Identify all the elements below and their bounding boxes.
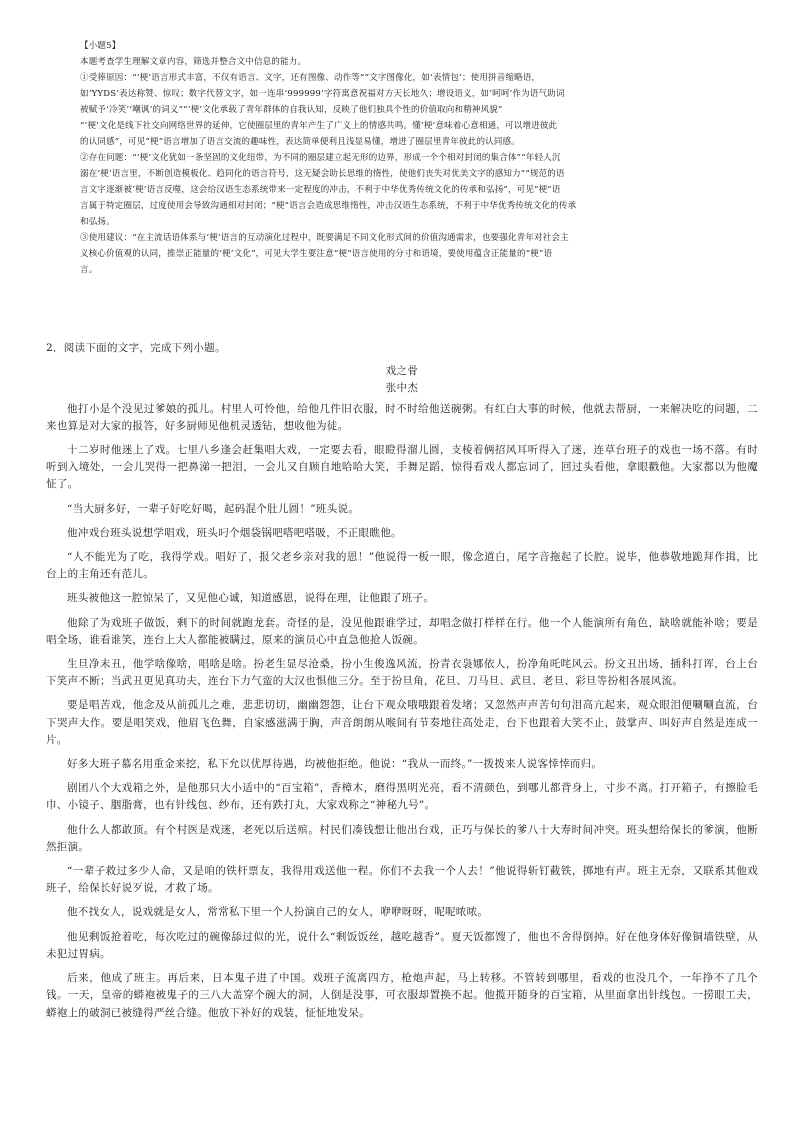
answer-analysis-section	[80, 38, 720, 278]
analysis-line: “‘梗’文化是线下社交向网络世界的延伸，它使圈层里的青年产生了广义上的情感共鸣。懂‘梗’意味着心意相通，可以增进彼此	[80, 121, 558, 131]
question-heading: 2．阅读下面的文字，完成下列小题。	[46, 342, 226, 354]
story-paragraph: 他打小是个没见过爹娘的孤儿。村里人可怜他，给他几件旧衣服，时不时给他送碗粥。有红白大事的时候，他就去帮厨，一来解决吃的问题，二来也算是对大家的报答，好多厨师见他机灵透钻，想收他为徒。	[46, 402, 758, 432]
analysis-tag: 【小题5】	[80, 41, 121, 51]
analysis-line: 如‘YYDS’表达称赞、惊叹；数字代替文字，如一连串‘999999’字符寓意祝福对方天长地久；增设语义，如‘呵呵’作为语气助词	[80, 89, 565, 99]
story-paragraph: 生旦净末丑，他学啥像啥，唱啥是啥。扮老生显尽沧桑，扮小生俊逸风流，扮青衣袅娜依人，扮净角吒咤风云。扮文丑出场，插科打诨，台上台下笑声不断；当武丑更见真功夫，连台下力气蛮的大汉也惧他三分。至于扮旦角，花旦、刀马旦、武旦、老旦、彩旦等扮相各展风流。	[46, 658, 758, 688]
analysis-line: ①受捧原因：“‘梗’语言形式丰富，不仅有语言、文字，还有图像、动作等”“文字图像化，如‘表情包’；使用拼音缩略语，	[80, 73, 541, 83]
analysis-line: 的认同感”，可见“梗”语言增加了语言交流的趣味性，表达简单便利且浅显易懂，增进了圈层里青年彼此的认同感。	[80, 137, 520, 147]
reading-question-section	[46, 340, 758, 1029]
analysis-line: 义核心价值观的认同，推崇正能量的‘梗’文化”，可见大学生要注意“梗”语言使用的分寸和语境，要使用蕴含正能量的“梗”语	[80, 249, 553, 259]
analysis-line: 被赋予‘冷笑’‘嘲讽’的词义”“‘梗’文化承载了青年群体的自我认知，反映了他们独具个性的价值取向和精神风貌”	[80, 105, 503, 115]
story-paragraph: 他什么人都敢顶。有个村医是戏迷，老死以后送殡。村民们凑钱想让他出台戏，正巧与保长的爹八十大寿时间冲突。班头想给保长的爹演，他断然拒演。	[46, 823, 758, 853]
story-paragraph: 班头被他这一腔惊呆了，又见他心诚，知道感恩，说得在理，让他跟了班子。	[67, 592, 435, 605]
story-paragraph: 他冲戏台班头说想学唱戏，班头叼个烟袋锅吧嗒吧嗒吸，不正眼瞧他。	[67, 526, 402, 539]
story-paragraph: 剧团八个大戏箱之外，是他那只大小适中的“百宝箱”，香樟木，磨得黑明光亮，看不清颜色，到哪儿都背身上，寸步不离。打开箱子，有擦脸毛巾、小镜子、胭脂膏，也有针线包、纱布，还有跌打丸，大家戏称之“神秘九号”。	[46, 782, 758, 812]
story-paragraph: “一辈子救过多少人命，又是咱的铁杆票友，我得用戏送他一程。你们不去我一个人去！”他说得斩钉截铁，掷地有声。班主无奈，又联系其他戏班子，给保长好说歹说，才救了场。	[46, 865, 758, 895]
analysis-line: 溺在‘梗’语言里，不断创造模板化、趋同化的语言符号，这无疑会助长思维的惰性，使他们丧失对优美文字的感知力”“规范的语	[80, 169, 565, 179]
story-paragraph: 要是唱苦戏，他念及从前孤儿之难，悲悲切切，幽幽怨怨，让台下观众哦哦跟着发堵；又忽然声声苦句句泪高亢起来，观众眼泪便唰唰直流，台下哭声大作。要是唱笑戏，他眉飞色舞，自家感滋满于胸，声音朗朗从喉间有节奏地往高处走，台下也跟着大笑不止，鼓掌声、叫好声自然是连成一片。	[46, 699, 758, 746]
analysis-line: 和弘扬。	[80, 217, 115, 227]
story-paragraph: 他除了为戏班子做饭，剩下的时间就跑龙套。奇怪的是，没见他跟谁学过，却唱念做打样样在行。他一个人能演所有角色，缺啥就能补啥；要是唱全场，谁看谁笑，连台上大人都能被瞒过，原来的演员心中直急他抢人饭碗。	[46, 616, 758, 646]
analysis-line: ②存在问题：“‘梗’文化犹如一条坚固的文化纽带，为不同的圈层建立起无形的边界，形成一个个相对封闭的集合体”“年轻人沉	[80, 153, 561, 163]
story-paragraph: 十二岁时他迷上了戏。七里八乡逢会赶集唱大戏，一定要去看，眼瞪得溜儿圆，支棱着俩招风耳听得入了迷，连草台班子的戏也一场不落。有时听到入境处，一会儿哭得一把鼻涕一把泪，一会儿又自顾自地哈哈大笑，手舞足蹈，惊得看戏人都忘词了，回过头看他，拿眼戳他。大家都以为他魔怔了。	[46, 444, 758, 491]
analysis-line: ③使用建议：“在主流话语体系与‘梗’语言的互动演化过程中，既要满足不同文化形式间的价值沟通需求，也要强化青年对社会主	[80, 233, 569, 243]
story-body	[46, 401, 758, 1022]
story-paragraph: 他见剩饭抢着吃，每次吃过的碗像舔过似的光，说什么“剩饭饭丝，越吃越香”。夏天饭都馊了，他也不舍得倒掉。好在他身体好像铜墙铁壁，从未犯过胃病。	[46, 930, 758, 960]
analysis-line: 言。	[80, 265, 98, 275]
story-paragraph: 他不找女人，说戏就是女人，常常私下里一个人扮演自己的女人，咿咿呀呀，呢呢哝哝。	[67, 906, 489, 919]
analysis-line: 言属于特定圈层，过度使用会导致沟通相对封闭；“梗”语言会造成思维惰性，冲击汉语生态系统，不利于中华优秀传统文化的传承	[80, 201, 577, 211]
story-paragraph: 后来，他成了班主。再后来，日本鬼子进了中国。戏班子流离四方，枪炮声起，马上转移。不管转到哪里，看戏的也没几个，一年挣不了几个钱。一天，皇帝的蟒袍被鬼子的三八大盖穿个碗大的洞，人倒是没事，可衣服却置换不起。他揽开随身的百宝箱，从里面拿出针线包。一捞眼工夫，蟒袍上的破洞已被缝得严丝合缝。他放下补好的戏装，怔怔地发呆。	[46, 972, 758, 1019]
story-paragraph: “人不能光为了吃，我得学戏。唱好了，报父老乡亲对我的恩！”他说得一板一眼，像念道白，尾字音拖起了长腔。说毕，他恭敬地跪拜作揖，比台上的主角还有范儿。	[46, 551, 758, 581]
story-author: 张中杰	[385, 382, 419, 395]
story-title: 戏之骨	[385, 365, 419, 378]
story-paragraph: 好多大班子慕名用重金来挖，私下允以优厚待遇，均被他拒绝。他说：“我从一而终。”一拨拨来人说客悻悻而归。	[67, 758, 603, 771]
analysis-line: 言文字逐渐被‘梗’语言反噬，这会给汉语生态系统带来一定程度的冲击，不利于中华优秀传统文化的传承和弘扬”，可见“梗”语	[80, 185, 561, 195]
analysis-intro: 本题考查学生理解文章内容，筛选并整合文中信息的能力。	[80, 57, 307, 67]
story-paragraph: “当大厨多好，一辈子好吃好喝，起码混个肚儿圆！”班头说。	[67, 502, 360, 515]
